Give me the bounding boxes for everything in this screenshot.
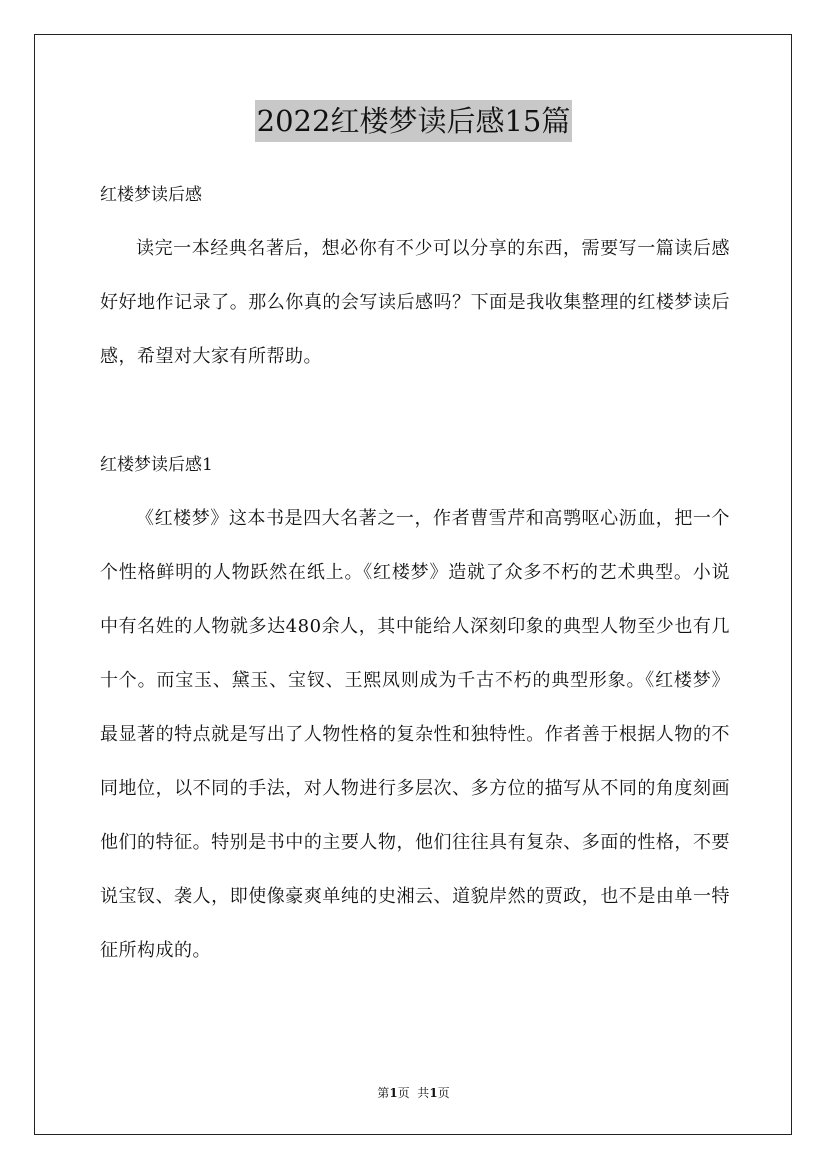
footer-page-suffix: 页 bbox=[437, 1086, 450, 1100]
footer-page-mid: 页 共 bbox=[397, 1086, 430, 1100]
page-footer bbox=[0, 1084, 827, 1102]
footer-page-current: 1 bbox=[389, 1086, 398, 1100]
section1-paragraph: 《红楼梦》这本书是四大名著之一，作者曹雪芹和高鹗呕心沥血，把一个个性格鲜明的人物跃然在纸上。《红楼梦》造就了众多不朽的艺术典型。小说中有名姓的人物就多达480余人，其中能给人深刻印象的典型人物至少也有几十个。而宝玉、黛玉、宝钗、王熙凤则成为千古不朽的典型形象。《红楼梦》最显著的特点就是写出了人物性格的复杂性和独特性。作者善于根据人物的不同地位，以不同的手法，对人物进行多层次、多方位的描写从不同的角度刻画他们的特征。特别是书中的主要人物，他们往往具有复杂、多面的性格，不要说宝钗、袭人，即使像豪爽单纯的史湘云、道貌岸然的贾政，也不是由单一特征所构成的。 bbox=[100, 508, 730, 961]
intro-heading: 红楼梦读后感 bbox=[100, 185, 202, 205]
section1-heading: 红楼梦读后感1 bbox=[100, 455, 213, 475]
footer-page-prefix: 第 bbox=[377, 1086, 390, 1100]
section-spacer bbox=[100, 384, 730, 438]
document-body bbox=[100, 168, 730, 978]
document-title: 2022红楼梦读后感15篇 bbox=[255, 100, 573, 142]
title-container bbox=[0, 100, 827, 142]
intro-paragraph: 读完一本经典名著后，想必你有不少可以分享的东西，需要写一篇读后感好好地作记录了。那么你真的会写读后感吗？下面是我收集整理的红楼梦读后感，希望对大家有所帮助。 bbox=[100, 238, 730, 367]
footer-page-total: 1 bbox=[429, 1086, 438, 1100]
